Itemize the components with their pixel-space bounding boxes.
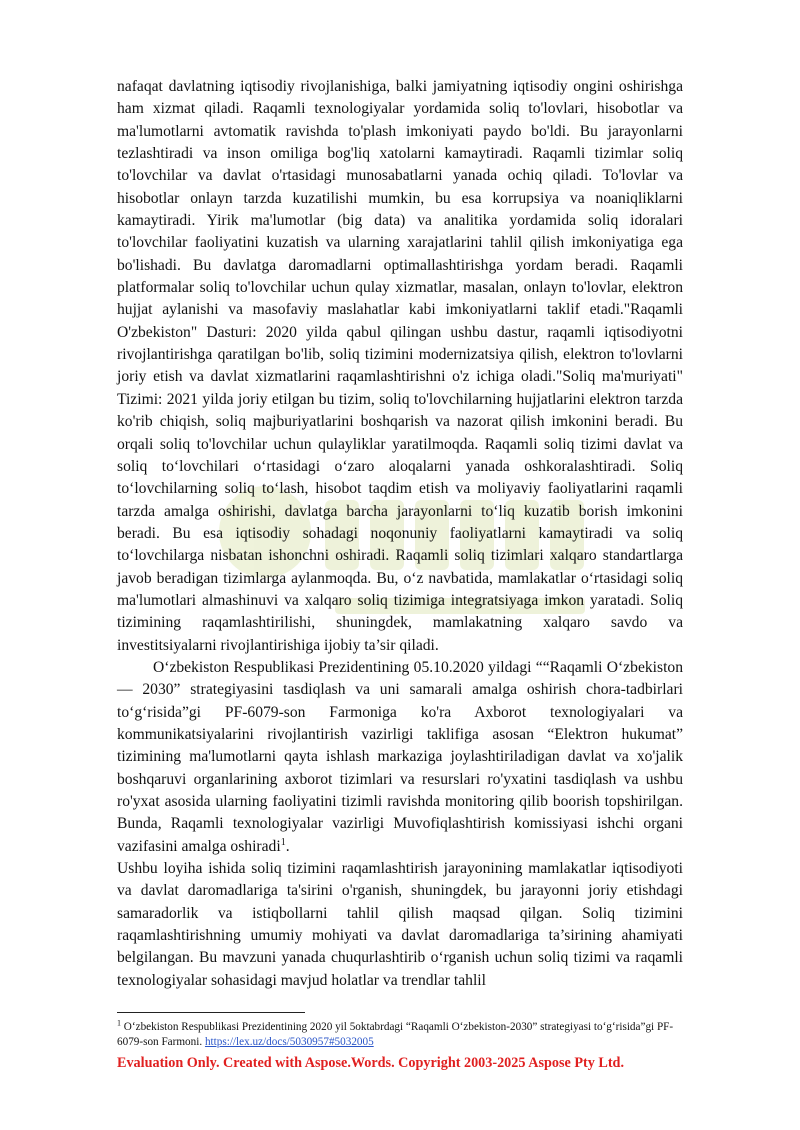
footnote-text: O‘zbekiston Respublikasi Prezidentining 2020 yil 5oktabrdagi “Raqamli O‘zbekiston-2030” strategiyasi to‘g‘risida”gi PF-6079-son Farmoni. xyxy=(117,1021,674,1048)
footnote-marker: 1 xyxy=(117,1018,121,1028)
body-paragraph xyxy=(117,657,683,858)
body-paragraph: Ushbu loyiha ishida soliq tizimini raqamlashtirish jarayonining mamlakatlar iqtisodiyoti va davlat daromadlariga ta'sirini o'rganish, shuningdek, bu jarayonni joriy etishdagi samaradorlik va istiqbollarni tahlil qilish maqsad qilgan. Soliq tizimini raqamlashtirishning umumiy mohiyati va davlat daromadlariga ta’sirining ahamiyati belgilangan. Bu mavzuni yanada chuqurlashtirib o‘rganish uchun soliq tizimi va raqamli texnologiyalar sohasidagi mavjud holatlar va trendlar tahlil xyxy=(117,860,683,989)
body-paragraph: nafaqat davlatning iqtisodiy rivojlanishiga, balki jamiyatning iqtisodiy ongini oshirishga ham xizmat qiladi. Raqamli texnologiyalar yordamida soliq to'lovlari, hisobotlar va ma'lumotlarni avtomatik ravishda to'plash imkoniyati paydo bo'ldi. Bu jarayonlarni tezlashtiradi va inson omiliga bog'liq xatolarni kamaytiradi. Raqamli tizimlar soliq to'lovchilar va davlat o'rtasidagi munosabatlarni yanada ochiq qiladi. To'lovlar va hisobotlar onlayn tarzda kuzatilishi mumkin, bu esa korrupsiya va noaniqliklarni kamaytiradi. Yirik ma'lumotlar (big data) va analitika yordamida soliq idoralari to'lovchilar faoliyatini kuzatish va ularning xarajatlarini tahlil qilish imkoniyatiga ega bo'lishadi. Bu davlatga daromadlarni optimallashtirishga yordam beradi. Raqamli platformalar soliq to'lovchilar uchun qulay xizmatlar, masalan, onlayn to'lovlar, elektron hujjat aylanishi va masofaviy maslahatlar kabi imkoniyatlarni taklif etadi."Raqamli O'zbekiston" Dasturi: 2020 yilda qabul qilingan ushbu dastur, raqamli iqtisodiyotni rivojlantirishga qaratilgan bo'lib, soliq tizimini modernizatsiya qilish, elektron to'lovlarni joriy etish va davlat xizmatlarini raqamlashtirishni o'z ichiga oladi."Soliq ma'muriyati" Tizimi: 2021 yilda joriy etilgan bu tizim, soliq to'lovchilarning hujjatlarini elektron tarzda ko'rib chiqish, soliq majburiyatlarini boshqarish va nazorat qilish imkonini beradi. Bu orqali soliq to'lovchilar uchun qulayliklar yaratilmoqda. Raqamli soliq tizimi davlat va soliq to‘lovchilari o‘rtasidagi o‘zaro aloqalarni yanada oshkoralashtiradi. Soliq to‘lovchilarning soliq to‘lash, hisobot taqdim etish va moliyaviy faoliyatlarini raqamli tarzda amalga oshirishi, davlatga barcha jarayonlarni to‘liq kuzatib borish imkonini beradi. Bu esa iqtisodiy sohadagi noqonuniy faoliyatlarni kamaytiradi va soliq to‘lovchilarga nisbatan ishonchni oshiradi. Raqamli soliq tizimlari xalqaro standartlarga javob beradigan tizimlarga aylanmoqda. Bu, o‘z navbatida, mamlakatlar o‘rtasidagi soliq ma'lumotlari almashinuvi va xalqaro soliq tizimiga integratsiyaga imkon yaratadi. Soliq tizimining raqamlashtirilishi, shuningdek, mamlakatning xalqaro savdo va investitsiyalarni rivojlantirishiga ijobiy ta’sir qiladi. xyxy=(117,78,683,654)
footnote-link[interactable]: https://lex.uz/docs/5030957#5032005 xyxy=(204,1036,374,1048)
document-body xyxy=(117,76,683,992)
paragraph-text: O‘zbekiston Respublikasi Prezidentining 05.10.2020 yildagi ““Raqamli O‘zbekiston — 2030” strategiyasini tasdiqlash va uni samarali amalga oshirish chora-tadbirlari to‘g‘risida”gi PF-6079-son Farmoniga ko'ra Axborot texnologiyalari va kommunikatsiyalarini rivojlantirish vazirligi taklifiga asosan “Elektron hukumat” tizimining ma'lumotlarni qayta ishlash markaziga joylashtiriladigan davlat va xo'jalik boshqaruvi organlarining axborot tizimlari va resurslari ro'yxatini tasdiqlash va ushbu ro'yxat asosida ularning faoliyatini tizimli ravishda monitoring qilib boorish topshirilgan. Bunda, Raqamli texnologiyalar vazirligi Muvofiqlashtirish komissiyasi ishchi organi vazifasini amalga oshiradi xyxy=(117,658,683,855)
paragraph-end: . xyxy=(285,837,290,855)
footnote-reference[interactable]: 1 xyxy=(280,836,286,848)
evaluation-notice: Evaluation Only. Created with Aspose.Words. Copyright 2003-2025 Aspose Pty Ltd. xyxy=(117,1055,624,1071)
footnote-separator xyxy=(117,1012,305,1013)
footnote xyxy=(117,1020,697,1050)
